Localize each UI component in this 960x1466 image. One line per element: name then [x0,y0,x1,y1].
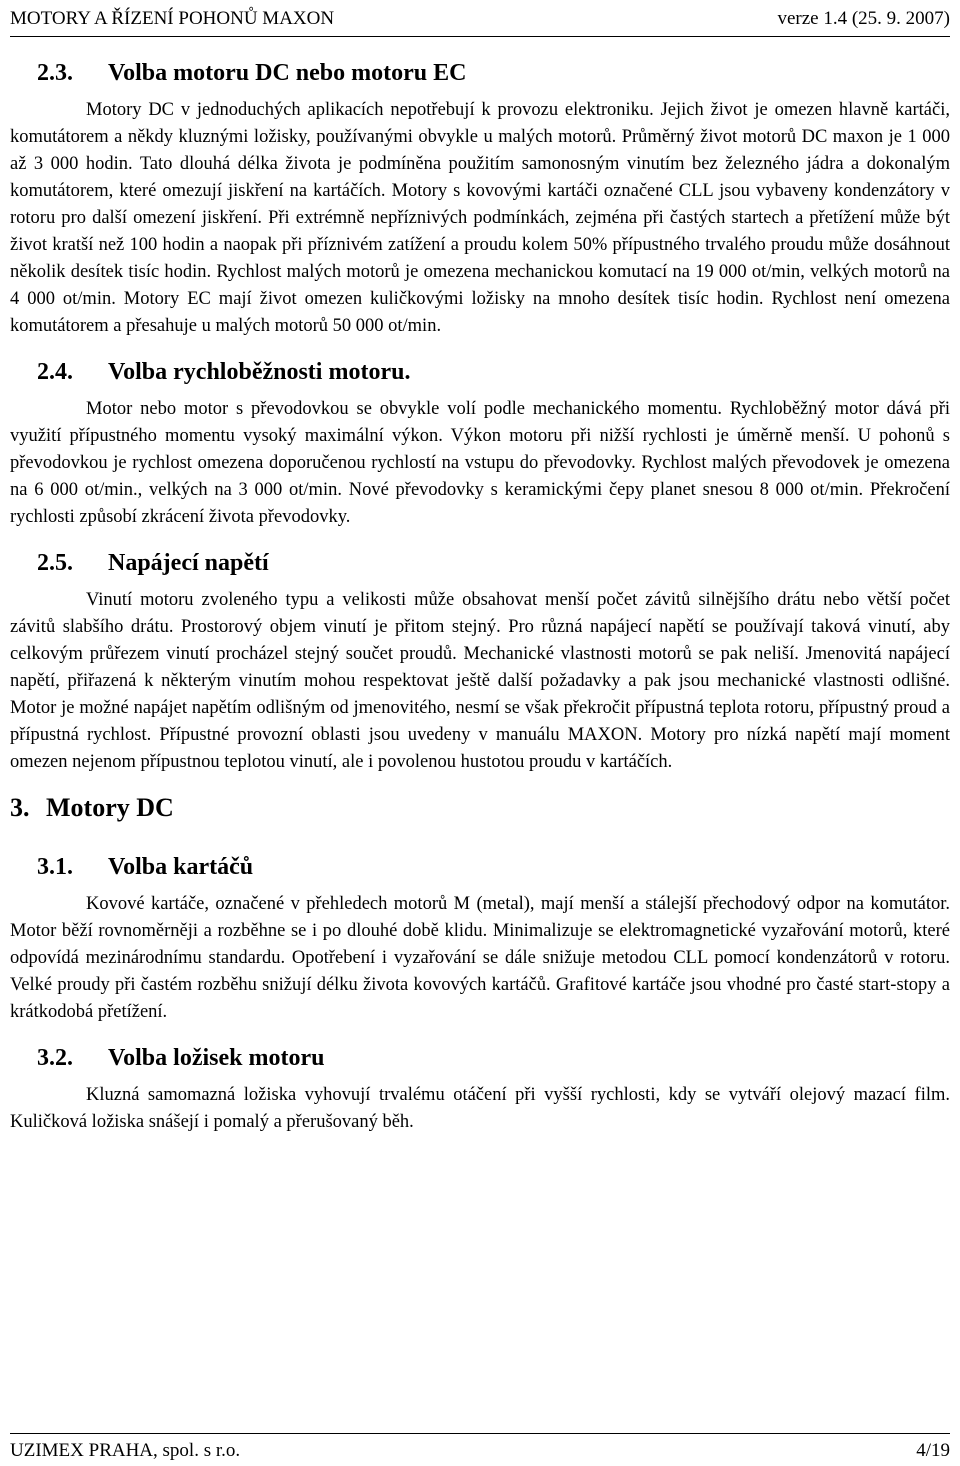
section-number: 3.1. [37,854,73,880]
section-heading-3-1 [10,852,950,882]
running-header [10,4,950,37]
section-number: 2.5. [37,550,73,576]
section-heading-3-2 [10,1043,950,1073]
company-name: UZIMEX PRAHA, spol. s r.o. [10,1440,241,1461]
section-number: 3.2. [37,1045,73,1071]
paragraph-2-4: Motor nebo motor s převodovkou se obvykle volí podle mechanického momentu. Rychloběžný motor dává při využití přípustného momentu vysoký maximální výkon. Výkon motoru při nižší rychlosti je úměrně menší. U pohonů s převodovkou je rychlost omezena doporučenou rychlostí na vstupu do převodovky. Rychlost malých převodovek je omezena na 6 000 ot/min., velkých na 3 000 ot/min. Nové převodovky s keramickými čepy planet snesou 8 000 ot/min. Překročení rychlosti způsobí zkrácení života převodovky. [10,399,950,527]
document-version: verze 1.4 (25. 9. 2007) [777,8,950,29]
section-heading-2-3 [10,58,950,88]
section-heading-2-5 [10,548,950,578]
chapter-number: 3. [10,793,30,822]
section-title: Volba rychloběžnosti motoru. [108,359,411,385]
paragraph-2-5: Vinutí motoru zvoleného typu a velikosti může obsahovat menší počet závitů silnějšího drátu nebo větší počet závitů slabšího drátu. Prostorový objem vinutí je přitom stejný. Pro různá napájecí napětí se používají taková vinutí, aby celkovým průřezem vinutí procházel stejný součet proudů. Mechanické vlastnosti motorů se pak neliší. Jmenovitá napájecí napětí, přiřazená k některým vinutím mohou respektovat ještě další požadavky a pak jsou mechanické vlastnosti odlišné. Motor je možné napájet napětím odlišným od jmenovitého, nesmí se však překročit přípustná teplota rotoru, přípustný proud a přípustná rychlost. Přípustné provozní oblasti jsou uvedeny v manuálu MAXON. Motory pro nízká napětí mají moment omezen nejenom přípustnou teplotou vinutí, ale i povolenou hustotou proudu v kartáčích. [10,590,950,772]
section-title: Napájecí napětí [108,550,269,576]
running-footer [10,1433,950,1464]
section-number: 2.4. [37,359,73,385]
page-content [10,58,950,1136]
section-title: Volba ložisek motoru [108,1045,325,1071]
paragraph-3-2: Kluzná samomazná ložiska vyhovují trvalému otáčení při vyšší rychlosti, kdy se vytváří olejový mazací film. Kuličková ložiska snášejí i pomalý a přerušovaný běh. [10,1085,950,1132]
paragraph-3-1: Kovové kartáče, označené v přehledech motorů M (metal), mají menší a stálejší přechodový odpor na komutátor. Motor běží rovnoměrněji a rozběhne se i po dlouhé době klidu. Minimalizuje se elektromagnetické vyzařování motorů, které odpovídá mezinárodnímu standardu. Opotřebení i vyzařování se dále snižuje metodou CLL pomocí kondenzátorů v rotoru. Velké proudy při častém rozběhu snižují délku života kovových kartáčů. Grafitové kartáče jsou vhodné pro časté start-stopy a krátkodobá přetížení. [10,894,950,1022]
section-heading-2-4 [10,357,950,387]
chapter-heading-3 [10,792,950,824]
section-title: Volba kartáčů [108,854,254,880]
section-title: Volba motoru DC nebo motoru EC [108,60,467,86]
chapter-title: Motory DC [46,793,174,822]
document-title: MOTORY A ŘÍZENÍ POHONŮ MAXON [10,8,335,29]
paragraph-2-3: Motory DC v jednoduchých aplikacích nepotřebují k provozu elektroniku. Jejich život je omezen hlavně kartáči, komutátorem a někdy kluznými ložisky, používanými obvykle u malých motorů. Průměrný život motorů DC maxon je 1 000 až 3 000 hodin. Tato dlouhá délka života je podmíněna použitím samonosným vinutím bez železného jádra a dokonalým komutátorem, které omezují jiskření na kartáčích. Motory s kovovými kartáči označené CLL jsou vybaveny kondenzátory v rotoru pro další omezení jiskření. Při extrémně nepříznivých podmínkách, zejména při častých startech a přetížení může být život kratší než 100 hodin a naopak při příznivém zatížení a proudu kolem 50% přípustného trvalého proudu může dosáhnout několik desítek tisíc hodin. Rychlost malých motorů je omezena mechanickou komutací na 19 000 ot/min, velkých motorů na 4 000 ot/min. Motory EC mají život omezen kuličkovými ložisky na mnoho desítek tisíc hodin. Rychlost není omezena komutátorem a přesahuje u malých motorů 50 000 ot/min. [10,100,950,336]
page-number: 4/19 [916,1440,950,1461]
section-number: 2.3. [37,60,73,86]
